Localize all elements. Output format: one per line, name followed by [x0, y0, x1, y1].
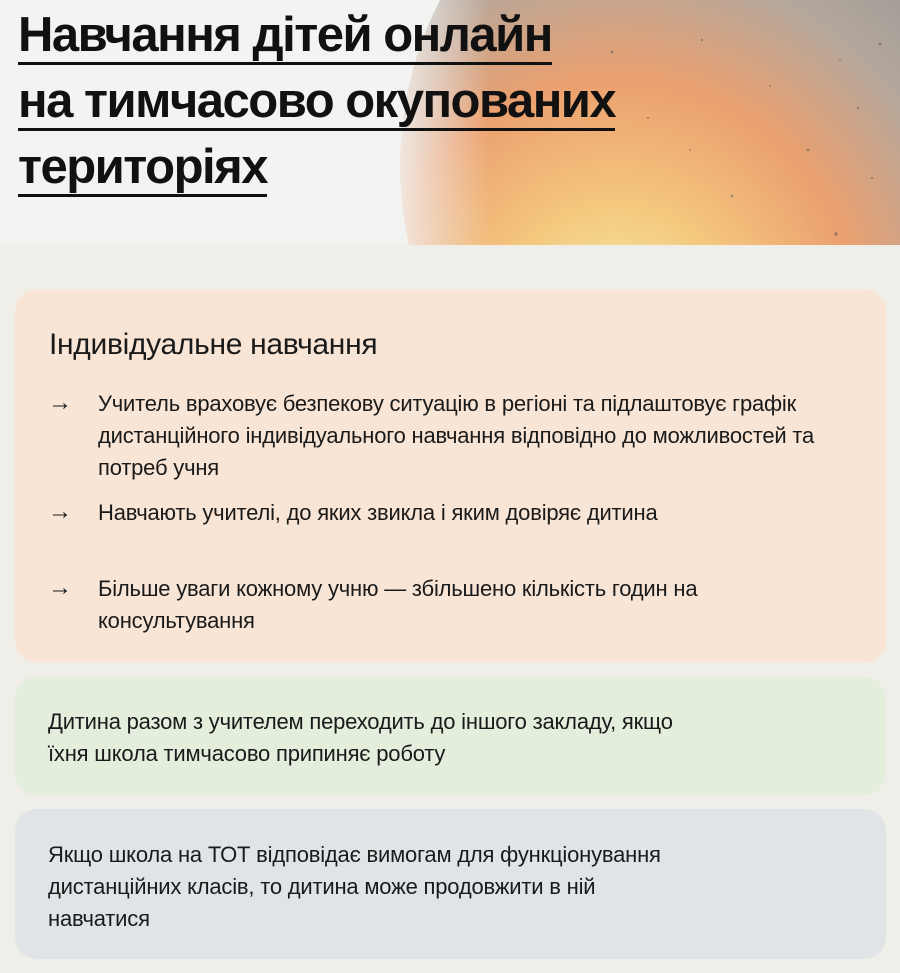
title-line-3 — [18, 134, 615, 200]
bullet-text: Учитель враховує безпекову ситуацію в регіоні та підлаштовує графік дистанційного індивідуального навчання відповідно до можливостей та потреб учня — [98, 391, 815, 480]
title-line-1-text: Навчання дітей онлайн — [18, 8, 552, 65]
hero-banner — [0, 0, 900, 245]
tot-school-text: Якщо школа на ТОТ відповідає вимогам для функціонування дистанційних класів, то дитина може продовжити в ній навчатися — [48, 842, 661, 931]
arrow-right-icon: → — [48, 389, 72, 416]
title-line-3-text: територіях — [18, 140, 267, 197]
arrow-right-icon: → — [48, 574, 72, 601]
title-line-2 — [18, 68, 615, 134]
bullet-text: Навчають учителі, до яких звикла і яким довіряє дитина — [98, 500, 658, 525]
arrow-right-icon: → — [48, 498, 72, 525]
individual-learning-heading: Індивідуальне навчання — [49, 328, 378, 361]
school-transfer-text: Дитина разом з учителем переходить до іншого закладу, якщо їхня школа тимчасово припиняє роботу — [48, 709, 673, 766]
page-title — [18, 2, 615, 200]
bullet-text: Більше уваги кожному учню — збільшено кількість годин на консультування — [98, 576, 698, 633]
title-line-1 — [18, 2, 615, 68]
title-line-2-text: на тимчасово окупованих — [18, 74, 615, 131]
